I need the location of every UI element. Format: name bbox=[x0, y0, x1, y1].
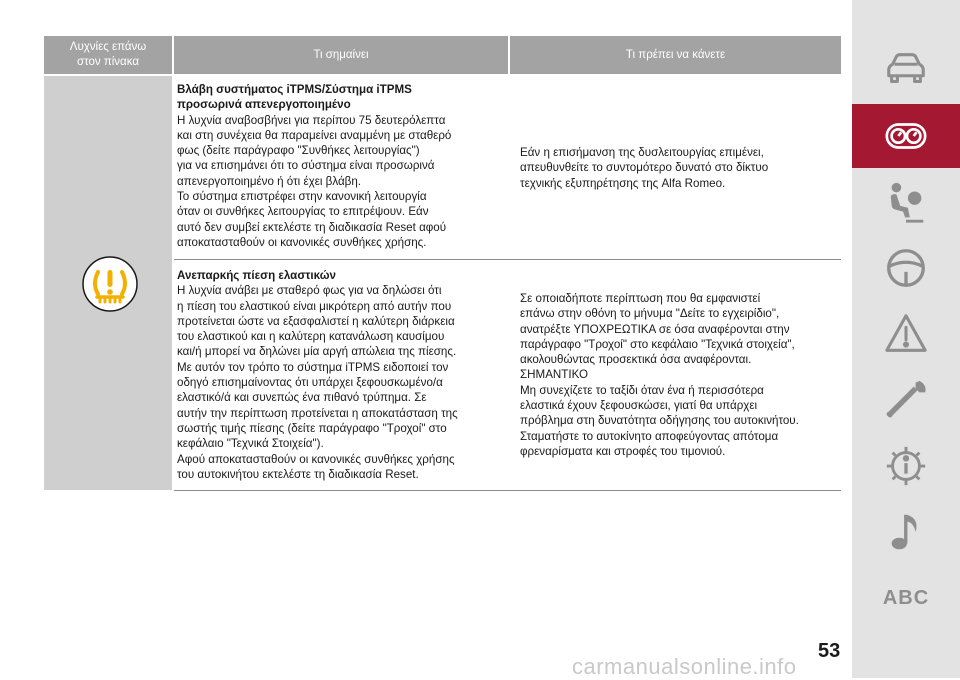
tire-pressure-warning-icon bbox=[82, 256, 138, 312]
row1-text-line: και στη συνέχεια θα παραμείνει αναμμένη με σταθερό bbox=[177, 128, 452, 142]
row2-text-line: του αυτοκινήτου εκτελέστε τη διαδικασία Reset. bbox=[177, 467, 419, 481]
row2-action-line: Σταματήστε το αυτοκίνητο αποφεύγοντας απότομα bbox=[520, 429, 779, 443]
row2-text-line: Αφού αποκατασταθούν οι κανονικές συνθήκες χρήσης bbox=[177, 452, 455, 466]
sidebar-item-service[interactable] bbox=[852, 368, 960, 432]
row2-text-line: κεφάλαιο "Τεχνικά Στοιχεία"). bbox=[177, 437, 324, 451]
row1-action bbox=[520, 145, 768, 191]
row2-action-line: φρεναρίσματα και στροφές του τιμονιού. bbox=[520, 444, 726, 458]
row2-action-line: πρόβλημα στη δυνατότητα οδήγησης του αυτοκινήτου. bbox=[520, 414, 799, 428]
gear-info-icon bbox=[883, 443, 929, 489]
header-meaning-text: Τι σημαίνει bbox=[313, 48, 369, 61]
row1-text-line: φως (δείτε παράγραφο "Συνθήκες λειτουργίας") bbox=[177, 144, 420, 158]
header-action-text: Τι πρέπει να κάνετε bbox=[625, 48, 726, 61]
header-lamps-text: Λυχνίες επάνω στον πίνακα bbox=[69, 41, 147, 68]
row2-text-line: οδηγό επισημαίνοντας ότι υπάρχει ξεφουσκωμένο/α bbox=[177, 376, 443, 390]
row2-action-line: παράγραφο "Τροχοί" στο κεφάλαιο "Τεχνικά στοιχεία", bbox=[520, 337, 795, 351]
row1-text-line: αυτό δεν συμβεί εκτελέστε τη διαδικασία Reset αφού bbox=[177, 220, 447, 234]
row2-action-line: ΣΗΜΑΝΤΙΚΟ bbox=[520, 368, 588, 382]
car-icon bbox=[883, 47, 929, 93]
sidebar-item-dashboard[interactable] bbox=[852, 104, 960, 168]
row1-action-line: Εάν η επισήμανση της δυσλειτουργίας επιμένει, bbox=[520, 146, 764, 159]
row2-action-line: ελαστικά έχουν ξεφουσκώσει, γιατί θα υπάρχει bbox=[520, 399, 758, 413]
row2-text-line: Με αυτόν τον τρόπο το σύστημα iTPMS ειδοποιεί τον bbox=[177, 360, 449, 374]
header-action bbox=[510, 36, 841, 74]
row2-action-line: Μη συνεχίζετε το ταξίδι όταν ένα ή περισσότερα bbox=[520, 383, 764, 397]
table-bottom-line bbox=[174, 490, 841, 491]
sidebar-item-warning[interactable] bbox=[852, 302, 960, 366]
row1-meaning bbox=[177, 82, 451, 250]
row-separator bbox=[174, 259, 841, 260]
index-abc-label: ABC bbox=[882, 586, 930, 609]
wrench-icon bbox=[883, 377, 929, 423]
dashboard-icon bbox=[883, 113, 929, 159]
row1-action-line: απευθυνθείτε το συντομότερο δυνατό στο δίκτυο bbox=[520, 161, 769, 175]
row2-text-line: αυτήν την περίπτωση προτείνεται η αποκατάσταση της bbox=[177, 406, 458, 420]
row1-text-line: Η λυχνία αναβοσβήνει για περίπου 75 δευτερόλεπτα bbox=[177, 113, 446, 127]
header-lamps bbox=[44, 36, 172, 74]
row1-title-line: προσωρινά απενεργοποιημένο bbox=[177, 98, 351, 112]
row2-action-line: επάνω στην οθόνη το μήνυμα "Δείτε το εγχειρίδιο", bbox=[520, 307, 780, 321]
row2-action-line: Σε οποιαδήποτε περίπτωση που θα εμφανιστεί bbox=[520, 292, 761, 305]
lamp-column bbox=[44, 76, 172, 490]
sidebar-item-technical[interactable] bbox=[852, 434, 960, 498]
row1-text-line: Το σύστημα επιστρέφει στην κανονική λειτουργία bbox=[177, 190, 427, 204]
row2-action-line: ακολουθώντας προσεκτικά όσα αναφέρονται. bbox=[520, 353, 752, 367]
row1-text-line: απενεργοποιημένο ή ότι έχει βλάβη. bbox=[177, 174, 362, 188]
page-number: 53 bbox=[818, 640, 841, 662]
sidebar-item-car[interactable] bbox=[852, 38, 960, 102]
warning-triangle-icon bbox=[883, 311, 929, 357]
airbag-icon bbox=[883, 179, 929, 225]
sidebar-item-multimedia[interactable] bbox=[852, 500, 960, 564]
sidebar-item-airbag[interactable] bbox=[852, 170, 960, 234]
row2-title-line: Ανεπαρκής πίεση ελαστικών bbox=[177, 269, 336, 282]
row2-text-line: του ελαστικού και η καλύτερη κατανάλωση καυσίμου bbox=[177, 330, 445, 344]
row2-text-line: ελαστικό/ά και συνεπώς ένα πιθανό τρύπημα. Σε bbox=[177, 391, 427, 405]
row1-text-line: όταν οι συνθήκες λειτουργίας το επιτρέψουν. Εάν bbox=[177, 205, 429, 219]
sidebar-item-steering[interactable] bbox=[852, 236, 960, 300]
row2-meaning bbox=[177, 268, 458, 482]
row2-text-line: Η λυχνία ανάβει με σταθερό φως για να δηλώσει ότι bbox=[177, 284, 442, 298]
row1-title-line: Βλάβη συστήματος iTPMS/Σύστημα iTPMS bbox=[177, 83, 412, 96]
row2-text-line: η πίεση του ελαστικού είναι μικρότερη από αυτήν που bbox=[177, 299, 452, 313]
chapter-sidebar bbox=[852, 0, 960, 678]
steering-wheel-icon bbox=[883, 245, 929, 291]
header-meaning bbox=[174, 36, 508, 74]
row1-action-line: τεχνικής εξυπηρέτησης της Alfa Romeo. bbox=[520, 176, 726, 190]
music-note-icon bbox=[883, 509, 929, 555]
row2-action-line: ανατρέξτε ΥΠΟΧΡΕΩΤΙΚΑ σε όσα αναφέρονται στην bbox=[520, 322, 790, 336]
row2-action bbox=[520, 291, 799, 459]
row2-text-line: και/ή μπορεί να δηλώνει μία αργή απώλεια της πίεσης. bbox=[177, 345, 457, 359]
watermark: carmanualsonline.info bbox=[572, 654, 797, 679]
row2-text-line: προτείνεται ώστε να εξασφαλιστεί η καλύτερη διάρκεια bbox=[177, 314, 455, 328]
sidebar-item-index[interactable] bbox=[852, 566, 960, 630]
row1-text-line: για να επισημάνει ότι το σύστημα είναι προσωρινά bbox=[177, 159, 435, 173]
row1-text-line: αποκατασταθούν οι κανονικές συνθήκες χρήσης. bbox=[177, 235, 427, 249]
row2-text-line: σωστής τιμής πίεσης (δείτε παράγραφο "Τροχοί" στο bbox=[177, 421, 447, 435]
